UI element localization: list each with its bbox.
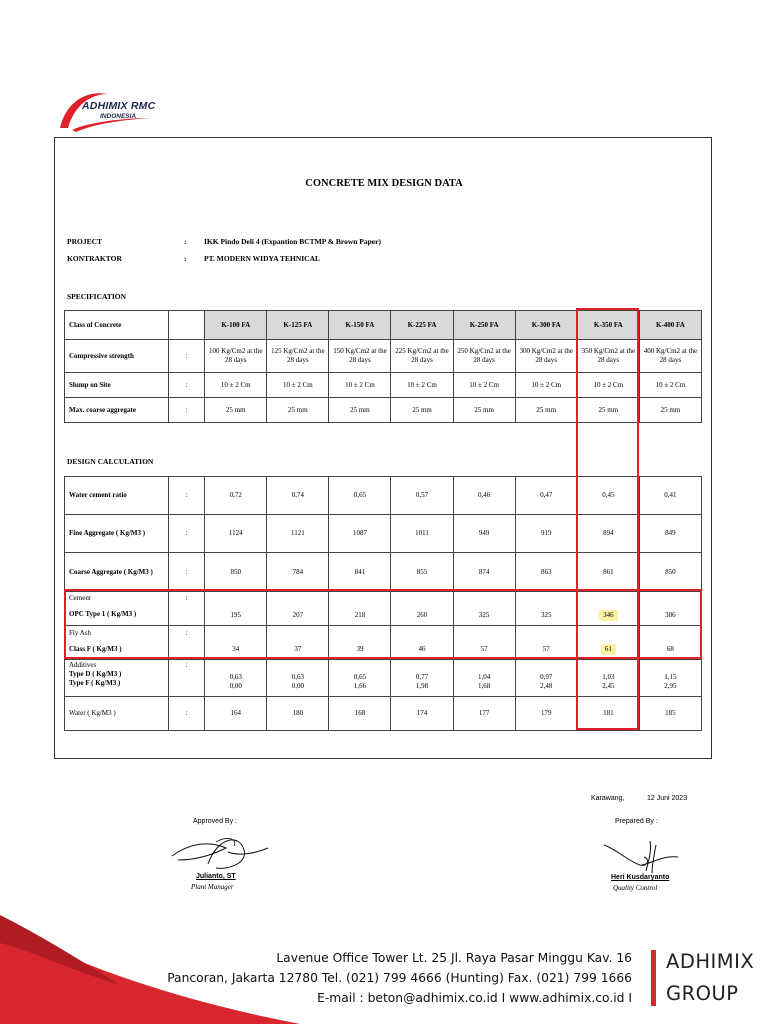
table-cell: 919 <box>515 515 577 553</box>
max-aggregate-label: Max. coarse aggregate <box>65 398 169 423</box>
table-cell: 185 <box>639 697 701 731</box>
table-cell <box>205 660 267 697</box>
class-header: K-225 FA <box>391 311 453 340</box>
colon-cell: : <box>169 553 205 592</box>
type-f-value: 2,48 <box>540 682 553 690</box>
table-cell: 1011 <box>391 515 453 553</box>
colon-cell: : <box>169 660 205 697</box>
table-cell: 400 Kg/Cm2 at the 28 days <box>639 340 701 373</box>
table-cell: 25 mm <box>577 398 639 423</box>
type-d-value: 1,15 <box>664 673 677 681</box>
opc-type-label: OPC Type 1 ( Kg/M3 ) <box>69 610 137 618</box>
specification-heading: SPECIFICATION <box>67 292 127 301</box>
additives-label: Additives <box>69 661 97 669</box>
table-cell: 861 <box>577 553 639 592</box>
class-header: K-400 FA <box>639 311 701 340</box>
table-cell: 350 Kg/Cm2 at the 28 days <box>577 340 639 373</box>
table-cell: 37 <box>267 626 329 660</box>
table-cell: 0,74 <box>267 477 329 515</box>
colon-cell: : <box>169 515 205 553</box>
class-header: K-125 FA <box>267 311 329 340</box>
contractor-label: KONTRAKTOR <box>67 254 122 263</box>
type-d-value: 0,77 <box>415 673 429 681</box>
table-cell: 386 <box>639 592 701 626</box>
table-cell <box>515 660 577 697</box>
table-cell: 0,46 <box>453 477 515 515</box>
table-cell: 10 ± 2 Cm <box>329 373 391 398</box>
slump-label: Slump on Site <box>65 373 169 398</box>
table-cell: 125 Kg/Cm2 at the 28 days <box>267 340 329 373</box>
type-d-label: Type D ( Kg/M3 ) <box>69 670 122 678</box>
highlighted-value: 346 <box>599 610 618 621</box>
design-calculation-heading: DESIGN CALCULATION <box>67 457 154 466</box>
table-cell: 57 <box>453 626 515 660</box>
table-cell: 849 <box>639 515 701 553</box>
table-cell: 850 <box>639 553 701 592</box>
address-line-1: Lavenue Office Tower Lt. 25 Jl. Raya Pasar Minggu Kav. 16 <box>276 951 632 965</box>
address-block <box>132 948 632 1008</box>
table-cell: 0,41 <box>639 477 701 515</box>
type-d-value: 1,04 <box>478 673 491 681</box>
contractor-colon: : <box>184 254 187 263</box>
cement-flyash-row-highlight <box>64 589 702 659</box>
table-cell: 0,45 <box>577 477 639 515</box>
table-cell: 10 ± 2 Cm <box>453 373 515 398</box>
table-cell: 168 <box>329 697 391 731</box>
logo-subtitle: INDONESIA <box>100 113 137 120</box>
highlighted-value: 61 <box>601 644 616 655</box>
table-cell: 1087 <box>329 515 391 553</box>
table-cell: 1124 <box>205 515 267 553</box>
additives-label-cell <box>65 660 169 697</box>
type-f-label: Type F ( Kg/M3 ) <box>69 679 121 687</box>
table-cell <box>453 660 515 697</box>
fly-ash-label: Fly Ash <box>69 629 91 637</box>
coarse-aggregate-label: Coarse Aggregate ( Kg/M3 ) <box>65 553 169 592</box>
water-label: Water ( Kg/M3 ) <box>65 697 169 731</box>
type-d-value: 0,97 <box>540 673 553 681</box>
table-cell: 25 mm <box>267 398 329 423</box>
table-cell: 0,72 <box>205 477 267 515</box>
table-cell: 100 Kg/Cm2 at the 28 days <box>205 340 267 373</box>
table-cell: 325 <box>515 592 577 626</box>
table-cell: 10 ± 2 Cm <box>577 373 639 398</box>
table-cell: 10 ± 2 Cm <box>267 373 329 398</box>
approver-role: Plant Manager <box>191 883 234 891</box>
table-cell: 195 <box>205 592 267 626</box>
fine-aggregate-label: Fine Aggregate ( Kg/M3 ) <box>65 515 169 553</box>
contractor-value: PT. MODERN WIDYA TEHNICAL <box>204 254 320 263</box>
table-cell: 46 <box>391 626 453 660</box>
document-title: CONCRETE MIX DESIGN DATA <box>305 178 463 189</box>
type-d-value: 0,63 <box>229 673 242 681</box>
table-cell: 784 <box>267 553 329 592</box>
cement-label: Cement <box>69 594 91 602</box>
colon-cell <box>169 311 205 340</box>
group-logo-text <box>666 946 754 1010</box>
table-cell: 177 <box>453 697 515 731</box>
type-d-value: 0,65 <box>353 673 367 681</box>
table-cell: 207 <box>267 592 329 626</box>
table-cell: 250 Kg/Cm2 at the 28 days <box>453 340 515 373</box>
project-value: IKK Pindo Deli 4 (Expantion BCTMP & Brown Paper) <box>204 237 381 246</box>
prepared-by-label: Prepared By : <box>615 818 658 825</box>
table-cell: 10 ± 2 Cm <box>639 373 701 398</box>
table-cell: 874 <box>453 553 515 592</box>
table-cell <box>639 660 701 697</box>
group-line-2: GROUP <box>666 982 739 1005</box>
type-f-value: 0,00 <box>291 682 304 690</box>
logo-title: ADHIMIX RMC <box>82 100 156 112</box>
table-cell: 150 Kg/Cm2 at the 28 days <box>329 340 391 373</box>
table-cell: 949 <box>453 515 515 553</box>
class-header: K-150 FA <box>329 311 391 340</box>
table-cell: 57 <box>515 626 577 660</box>
colon-cell: : <box>169 592 205 626</box>
company-logo <box>56 88 176 133</box>
table-cell: 179 <box>515 697 577 731</box>
project-colon: : <box>184 237 187 246</box>
colon-cell: : <box>169 477 205 515</box>
class-of-concrete-label: Class of Concrete <box>65 311 169 340</box>
type-d-value: 0,63 <box>291 673 304 681</box>
colon-cell: : <box>169 626 205 660</box>
compressive-strength-label: Compressive strength <box>65 340 169 373</box>
table-cell: 855 <box>391 553 453 592</box>
group-line-1: ADHIMIX <box>666 950 755 973</box>
class-f-label: Class F ( Kg/M3 ) <box>69 645 122 653</box>
table-cell: 10 ± 2 Cm <box>205 373 267 398</box>
table-cell: 39 <box>329 626 391 660</box>
type-f-value: 1,68 <box>478 682 491 690</box>
table-cell: 181 <box>577 697 639 731</box>
water-cement-ratio-label: Water cement ratio <box>65 477 169 515</box>
table-cell: 34 <box>205 626 267 660</box>
table-cell: 850 <box>205 553 267 592</box>
table-cell: 260 <box>391 592 453 626</box>
table-cell: 325 <box>453 592 515 626</box>
table-cell: 225 Kg/Cm2 at the 28 days <box>391 340 453 373</box>
table-cell: 25 mm <box>391 398 453 423</box>
table-cell: 300 Kg/Cm2 at the 28 days <box>515 340 577 373</box>
preparer-signature-icon <box>598 835 688 875</box>
colon-cell: : <box>169 398 205 423</box>
class-header: K-300 FA <box>515 311 577 340</box>
colon-cell: : <box>169 340 205 373</box>
type-f-value: 0,00 <box>229 682 242 690</box>
approved-by-label: Approved By : <box>193 818 237 825</box>
table-cell: 10 ± 2 Cm <box>391 373 453 398</box>
class-header: K-250 FA <box>453 311 515 340</box>
table-cell: 25 mm <box>515 398 577 423</box>
class-header: K-350 FA <box>577 311 639 340</box>
class-header: K-100 FA <box>205 311 267 340</box>
type-f-value: 1,66 <box>353 682 367 690</box>
table-cell: 841 <box>329 553 391 592</box>
place-text: Karawang, <box>591 795 625 802</box>
colon-cell: : <box>169 697 205 731</box>
table-cell <box>329 660 391 697</box>
type-f-value: 2,95 <box>664 682 677 690</box>
type-f-value: 2,45 <box>602 682 615 690</box>
table-cell: 68 <box>639 626 701 660</box>
table-cell: 894 <box>577 515 639 553</box>
date-text: 12 Juni 2023 <box>647 795 688 802</box>
table-cell: 0,57 <box>391 477 453 515</box>
table-cell <box>391 660 453 697</box>
type-d-value: 1,03 <box>602 673 615 681</box>
table-cell: 0,47 <box>515 477 577 515</box>
preparer-name: Heri Kusdaryanto <box>611 874 670 881</box>
address-line-3: E-mail : beton@adhimix.co.id I www.adhimix.co.id I <box>317 991 632 1005</box>
preparer-role: Quality Control <box>613 884 658 892</box>
colon-cell: : <box>169 373 205 398</box>
project-label: PROJECT <box>67 237 103 246</box>
group-divider <box>651 950 656 1006</box>
address-line-2: Pancoran, Jakarta 12780 Tel. (021) 799 4666 (Hunting) Fax. (021) 799 1666 <box>167 971 632 985</box>
type-f-value: 1,98 <box>415 682 429 690</box>
table-cell: 218 <box>329 592 391 626</box>
table-cell: 25 mm <box>639 398 701 423</box>
table-cell: 1121 <box>267 515 329 553</box>
table-cell: 863 <box>515 553 577 592</box>
table-cell: 180 <box>267 697 329 731</box>
table-cell: 0,65 <box>329 477 391 515</box>
approver-signature-icon <box>168 830 278 875</box>
table-cell: 25 mm <box>205 398 267 423</box>
table-cell: 25 mm <box>329 398 391 423</box>
table-cell: 174 <box>391 697 453 731</box>
approver-name: Julianto, ST <box>196 873 236 880</box>
table-cell <box>267 660 329 697</box>
table-cell: 10 ± 2 Cm <box>515 373 577 398</box>
table-cell: 164 <box>205 697 267 731</box>
k350-column-highlight <box>576 308 639 730</box>
table-cell: 25 mm <box>453 398 515 423</box>
